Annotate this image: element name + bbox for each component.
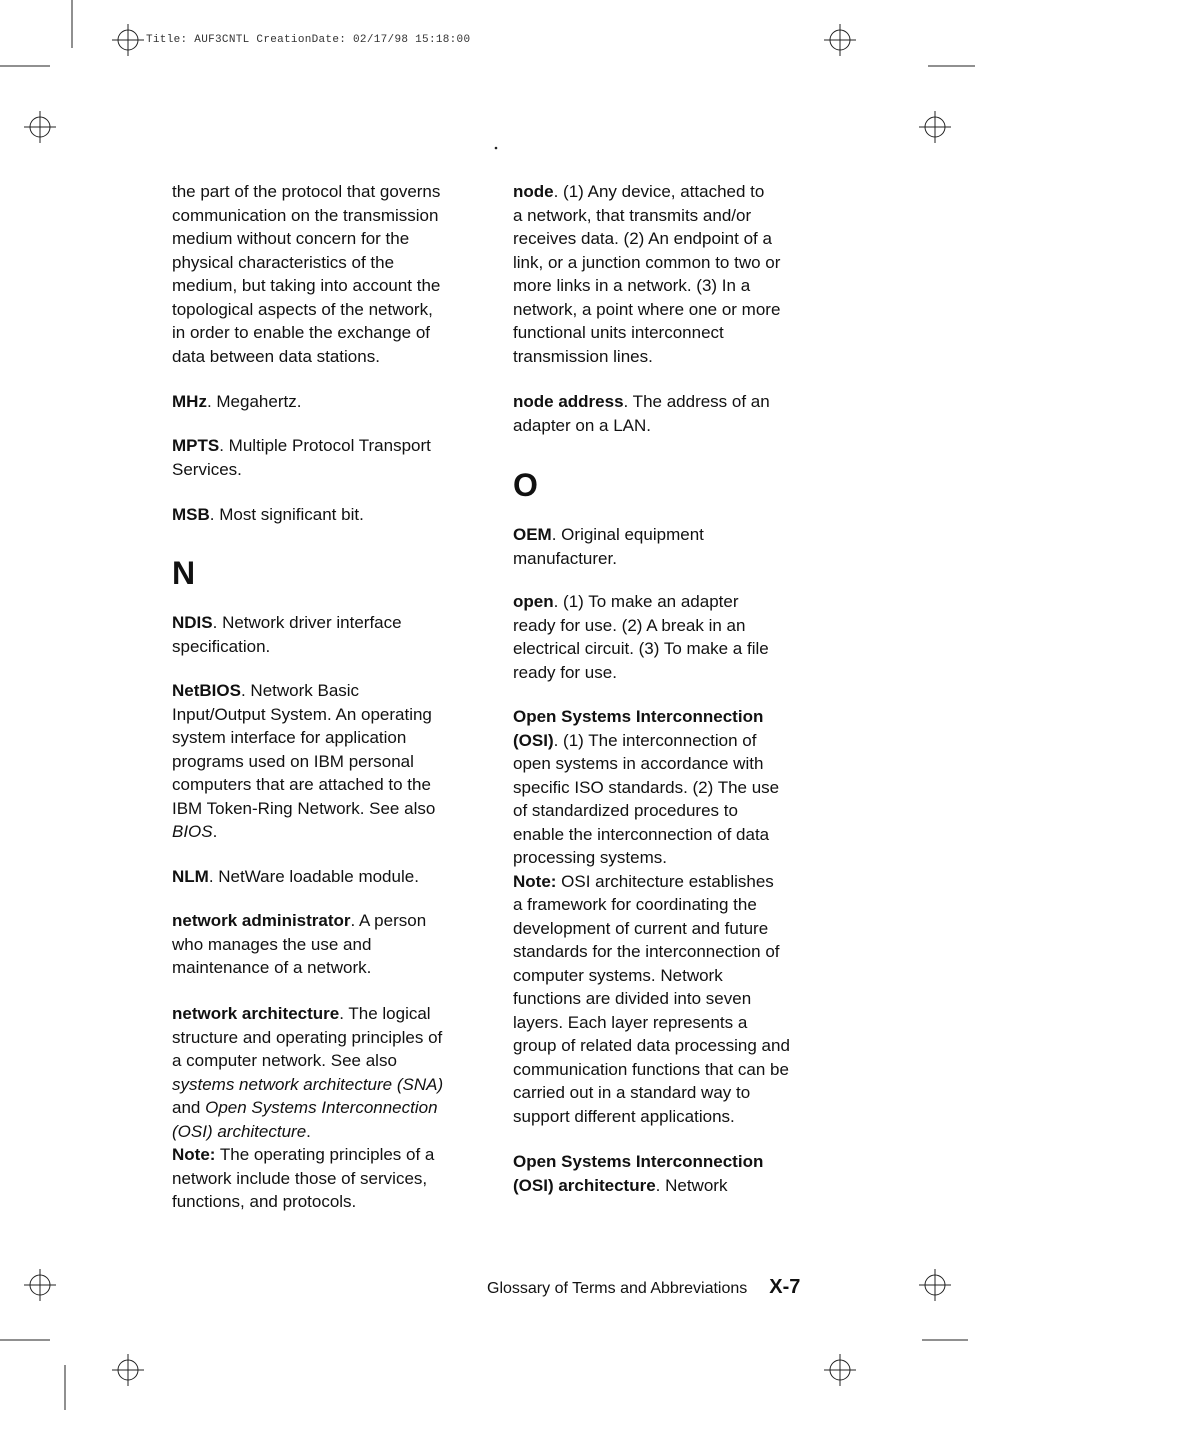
entry-term: MHz — [172, 392, 207, 411]
entry-text: . — [212, 822, 218, 841]
entry-text: The operating principles of a network include those of services, functions, and protocols. — [172, 1145, 435, 1211]
glossary-entry-netarch — [172, 1002, 443, 1214]
entry-term: NLM — [172, 867, 209, 886]
entry-text: . Network — [655, 1175, 728, 1195]
section-letter-o: O — [513, 467, 538, 503]
entry-term: network administrator — [172, 911, 351, 930]
entry-text: . Network Basic Input/Output System. An operating system interface for application programs used on IBM personal computers that are attached to the IBM Token-Ring Network. See also — [172, 681, 436, 818]
page-footer — [487, 1276, 800, 1299]
entry-term: NetBIOS — [172, 681, 241, 700]
entry-term: Note: — [513, 871, 557, 891]
glossary-entry-netbios — [172, 679, 435, 844]
entry-text: . (1) To make an adapter ready for use. (2) A break in an electrical circuit. (3) To make a file ready for use. — [513, 592, 769, 682]
entry-text: . (1) The interconnection of open systems in accordance with specific ISO standards. (2) The use of standardized procedures to enable the interconnection of data processing systems. — [513, 730, 780, 867]
glossary-entry-oem — [513, 523, 704, 570]
cross-reference: Open Systems Interconnection (OSI) architecture — [172, 1098, 438, 1141]
entry-text: . Network driver interface specification. — [172, 613, 402, 656]
entry-text: . NetWare loadable module. — [208, 867, 419, 886]
glossary-entry-node — [513, 180, 780, 368]
entry-text: . Most significant bit. — [209, 505, 364, 524]
entry-term: node — [513, 182, 554, 201]
glossary-entry-cont — [172, 180, 440, 368]
entry-term: Open Systems Interconnection (OSI) architecture — [513, 1152, 764, 1195]
section-letter-n: N — [172, 555, 196, 591]
entry-term: Open Systems Interconnection (OSI) — [513, 707, 764, 750]
entry-text: . (1) Any device, attached to a network, that transmits and/or receives data. (2) An endpoint of a link, or a junction common to two or more links in a network. (3) In a network, a point where one or more functional units interconnect transmission lines. — [513, 182, 781, 366]
glossary-entry-open — [513, 590, 769, 684]
entry-text: . Original equipment manufacturer. — [513, 525, 704, 568]
entry-term: NDIS — [172, 613, 213, 632]
entry-term: network architecture — [172, 1004, 340, 1023]
glossary-entry-mpts — [172, 434, 431, 481]
glossary-entry-nlm — [172, 865, 419, 889]
page-number: X-7 — [769, 1276, 801, 1298]
entry-text: OSI architecture establishes a framework for coordinating the development of current and future standards for the interconnection of computer systems. Network functions are divided into seven layers. Each layer represents a group of related data processing and communication functions that can be carried out in a standard way to support different applications. — [513, 871, 790, 1126]
glossary-entry-mhz — [172, 390, 301, 414]
entry-term: node address — [513, 392, 624, 411]
entry-text: the part of the protocol that governs communication on the transmission medium without concern for the physical characteristics of the medium, but taking into account the topological aspects of the network, in order to enable the exchange of data between data stations. — [172, 182, 441, 366]
glossary-entry-osi — [513, 705, 790, 1128]
cross-reference: BIOS — [172, 822, 213, 841]
glossary-entry-msb — [172, 503, 364, 527]
entry-text: . The address of an adapter on a LAN. — [513, 392, 770, 435]
entry-text: . Megahertz. — [206, 392, 302, 411]
entry-text: . Multiple Protocol Transport Services. — [172, 436, 431, 479]
print-header: Title: AUF3CNTL CreationDate: 02/17/98 15:18:00 — [146, 34, 471, 46]
footer-title: Glossary of Terms and Abbreviations — [487, 1280, 748, 1297]
entry-text: . — [306, 1121, 311, 1141]
entry-text: . The logical structure and operating principles of a computer network. See also — [172, 1004, 443, 1070]
entry-term: Note: — [172, 1145, 216, 1164]
entry-term: MPTS — [172, 436, 220, 455]
glossary-entry-netadmin — [172, 909, 426, 980]
cross-reference: systems network architecture (SNA) — [172, 1074, 444, 1094]
glossary-entry-osiarch — [513, 1150, 763, 1197]
entry-text: and — [172, 1098, 201, 1117]
entry-term: open — [513, 592, 554, 611]
glossary-entry-nodeaddr — [513, 390, 770, 437]
glossary-entry-ndis — [172, 611, 402, 658]
entry-term: OEM — [513, 525, 552, 544]
entry-text: . A person who manages the use and maintenance of a network. — [172, 911, 427, 977]
entry-term: MSB — [172, 505, 210, 524]
